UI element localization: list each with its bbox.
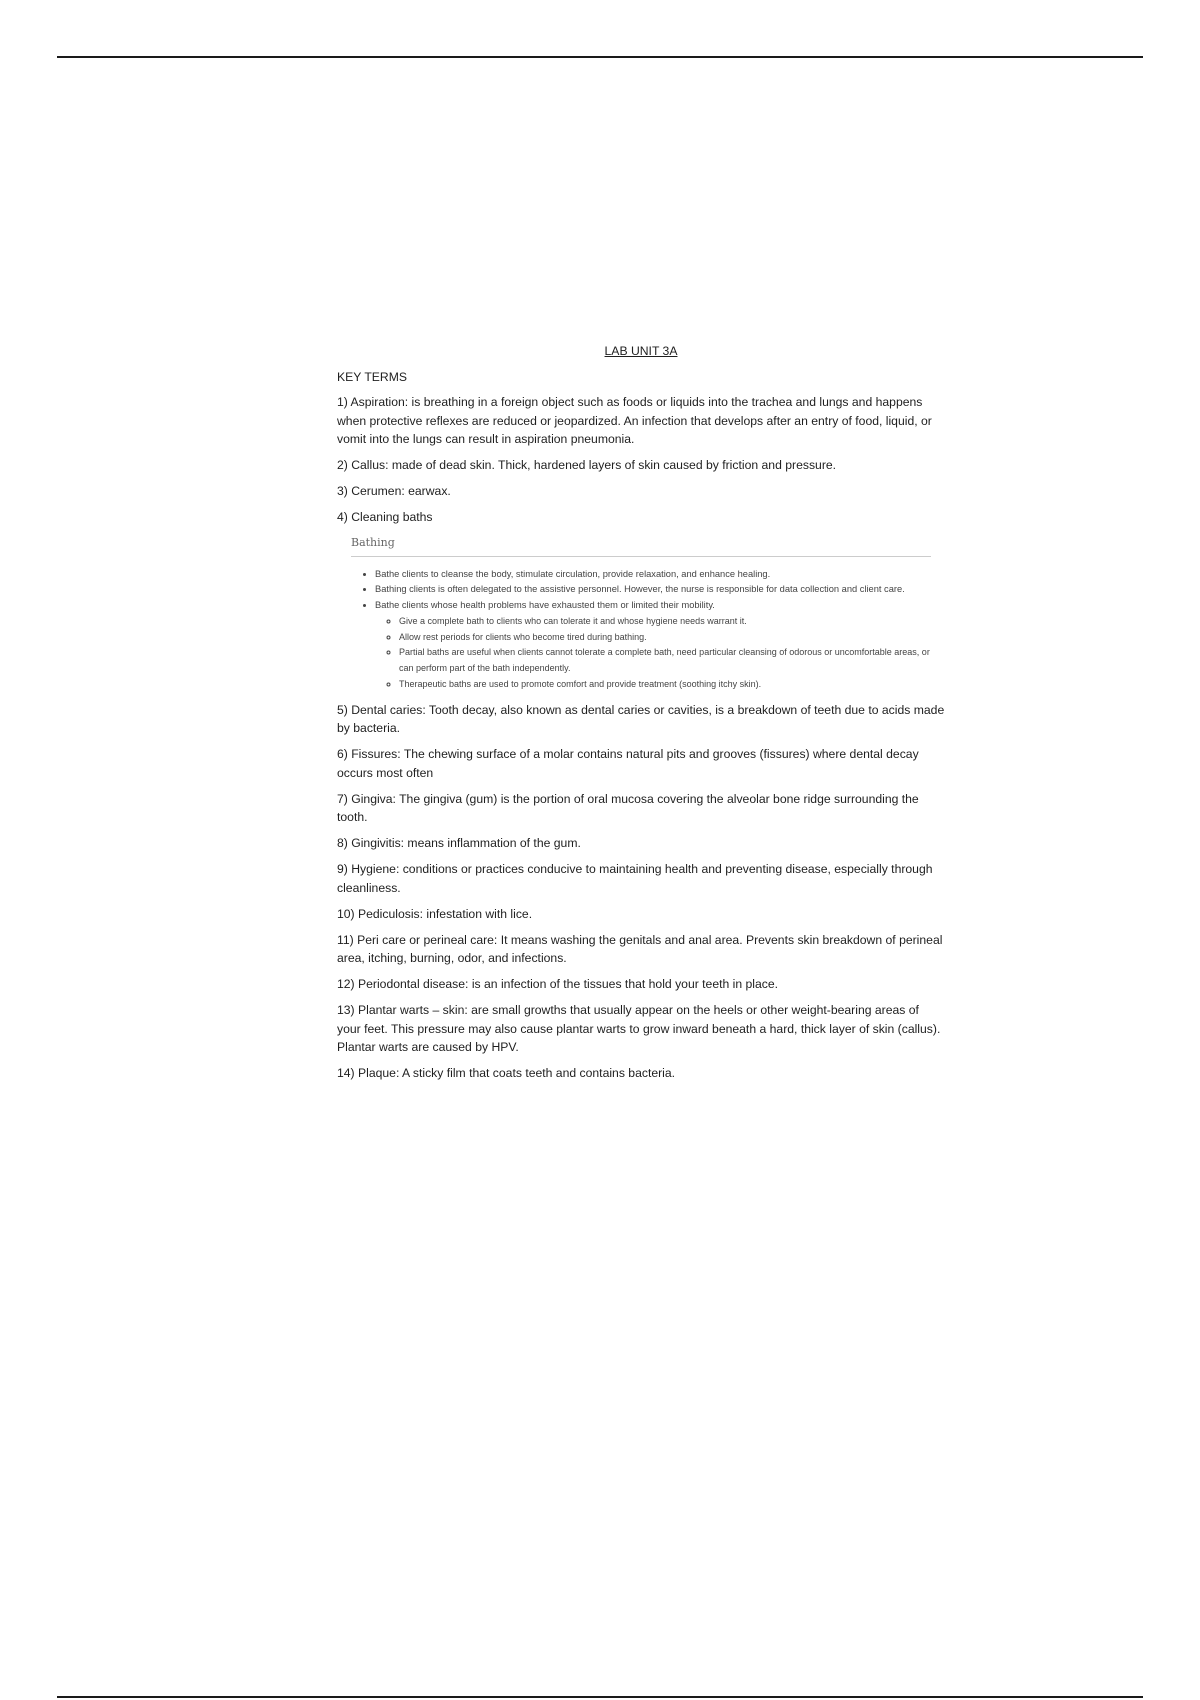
- term-pediculosis: 10) Pediculosis: infestation with lice.: [337, 906, 533, 921]
- term-cleaning-baths: 4) Cleaning baths: [337, 510, 433, 524]
- bathing-bullet-list: [351, 567, 931, 693]
- list-item: [375, 598, 931, 693]
- term-hygiene: 9) Hygiene: conditions or practices conducive to maintaining health and preventing disease, especially through cleanliness.: [337, 862, 933, 895]
- list-item: • Bathe clients to cleanse the body, stimulate circulation, provide relaxation, and enhance healing.: [375, 567, 931, 583]
- bathing-sub-bullet-list: [375, 614, 931, 693]
- top-rule: [57, 56, 1143, 58]
- term-gingiva: 7) Gingiva: The gingiva (gum) is the portion of oral mucosa covering the alveolar bone ridge surrounding the tooth.: [337, 791, 919, 825]
- term-plantar-warts: 13) Plantar warts – skin: are small growths that usually appear on the heels or other weight-bearing areas of your feet. This pressure may also cause plantar warts to grow inward beneath a hard, thick layer of skin (callus). Plantar warts are caused by HPV.: [337, 1003, 941, 1055]
- list-item: ◦ Therapeutic baths are used to promote comfort and provide treatment (soothing itchy skin).: [399, 677, 931, 693]
- term-aspiration: 1) Aspiration: is breathing in a foreign object such as foods or liquids into the trachea and lungs and happens when protective reflexes are reduced or jeopardized. An infection that develops after an entry of food, liquid, or vomit into the lungs can result in aspiration pneumonia.: [337, 395, 932, 446]
- list-item: ◦ Allow rest periods for clients who become tired during bathing.: [399, 630, 931, 646]
- bathing-excerpt-title: Bathing: [351, 534, 931, 557]
- term-plaque: 14) Plaque: A sticky film that coats teeth and contains bacteria.: [337, 1066, 676, 1081]
- list-item-text: Bathe clients whose health problems have exhausted them or limited their mobility.: [375, 600, 715, 611]
- bathing-excerpt: [351, 534, 931, 693]
- term-cerumen: 3) Cerumen: earwax.: [337, 484, 451, 498]
- list-item: • Bathing clients is often delegated to the assistive personnel. However, the nurse is responsible for data collection and client care.: [375, 582, 931, 598]
- list-item: ◦ Partial baths are useful when clients cannot tolerate a complete bath, need particular cleansing of odorous or uncomfortable areas, or can perform part of the bath independently.: [399, 645, 931, 677]
- term-dental-caries: 5) Dental caries: Tooth decay, also known as dental caries or cavities, is a breakdown of teeth due to acids made by bacteria.: [337, 702, 945, 736]
- term-callus: 2) Callus: made of dead skin. Thick, hardened layers of skin caused by friction and pressure.: [337, 458, 837, 472]
- term-perineal-care: 11) Peri care or perineal care: It means washing the genitals and anal area. Prevents skin breakdown of perineal area, itching, burning, odor, and infections.: [337, 932, 943, 966]
- term-periodontal-disease: 12) Periodontal disease: is an infection of the tissues that hold your teeth in place.: [337, 977, 779, 992]
- term-fissures: 6) Fissures: The chewing surface of a molar contains natural pits and grooves (fissures) where dental decay occurs most often: [337, 747, 919, 780]
- document-title: LAB UNIT 3A: [604, 344, 678, 358]
- bottom-rule: [57, 1696, 1143, 1698]
- section-heading: KEY TERMS: [337, 369, 407, 384]
- document-page: [337, 342, 945, 1090]
- term-gingivitis: 8) Gingivitis: means inflammation of the gum.: [337, 836, 581, 851]
- list-item: ◦ Give a complete bath to clients who can tolerate it and whose hygiene needs warrant it.: [399, 614, 931, 630]
